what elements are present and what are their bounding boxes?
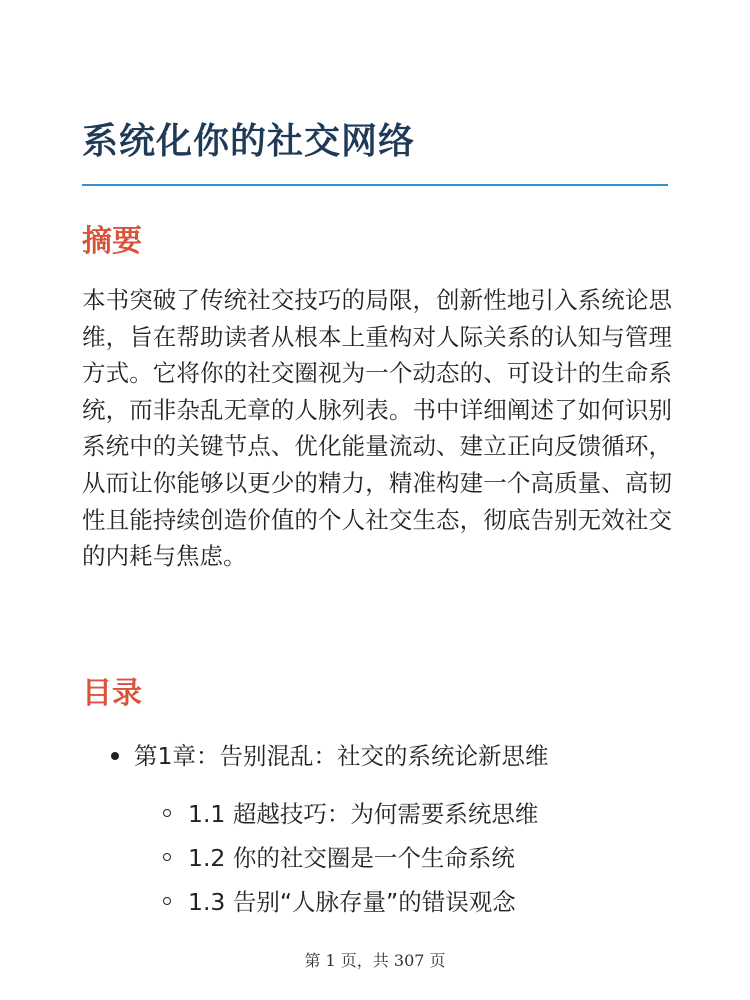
bullet-circle-icon bbox=[163, 853, 171, 861]
toc-section-1-3[interactable] bbox=[0, 884, 750, 920]
toc-section-label[interactable]: 1.3 告别“人脉存量”的错误观念 bbox=[188, 888, 516, 916]
bullet-circle-icon bbox=[163, 897, 171, 905]
toc-heading: 目录 bbox=[82, 676, 142, 711]
document-title: 系统化你的社交网络 bbox=[82, 121, 416, 162]
toc-chapter-label[interactable]: 第1章：告别混乱：社交的系统论新思维 bbox=[134, 742, 549, 770]
bullet-disc-icon bbox=[111, 752, 119, 760]
toc-section-label[interactable]: 1.1 超越技巧：为何需要系统思维 bbox=[188, 800, 539, 828]
page-number-footer: 第 1 页，共 307 页 bbox=[304, 951, 446, 970]
table-of-contents bbox=[0, 736, 750, 776]
toc-section-1-2[interactable] bbox=[0, 840, 750, 876]
toc-section-label[interactable]: 1.2 你的社交圈是一个生命系统 bbox=[188, 844, 515, 872]
toc-section-1-1[interactable] bbox=[0, 796, 750, 832]
bullet-circle-icon bbox=[163, 809, 171, 817]
toc-chapter-1[interactable] bbox=[0, 736, 750, 776]
summary-paragraph: 本书突破了传统社交技巧的局限，创新性地引入系统论思维，旨在帮助读者从根本上重构对人际关系的认知与管理方式。它将你的社交圈视为一个动态的、可设计的生命系统，而非杂乱无章的人脉列表。书中详细阐述了如何识别系统中的关键节点、优化能量流动、建立正向反馈循环，从而让你能够以更少的精力，精准构建一个高质量、高韧性且能持续创造价值的个人社交生态，彻底告别无效社交的内耗与焦虑。 bbox=[82, 286, 672, 571]
title-divider bbox=[82, 184, 668, 186]
summary-heading: 摘要 bbox=[82, 224, 142, 259]
